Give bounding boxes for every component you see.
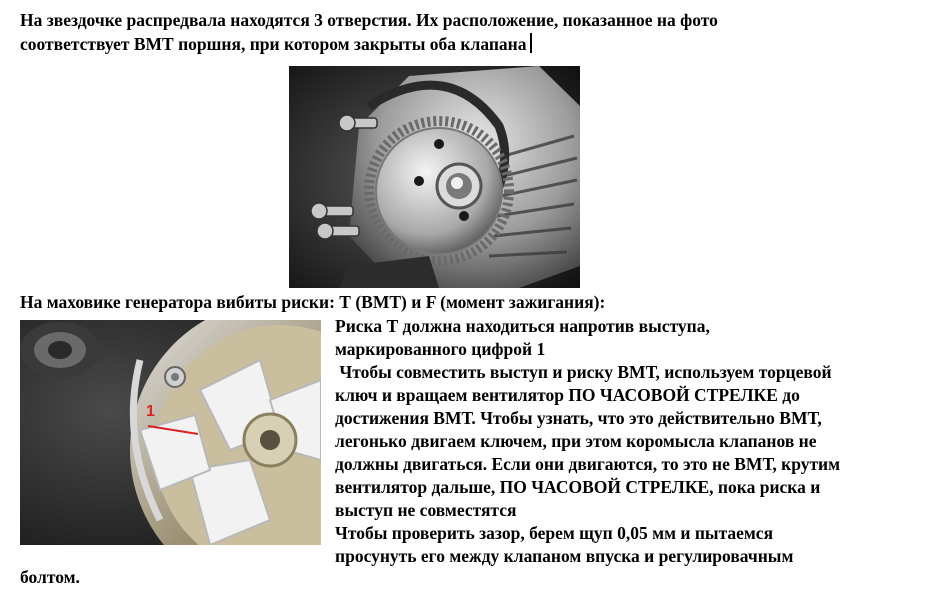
text-cursor (530, 33, 532, 53)
body-line-9: выступ не совместятся (335, 500, 517, 520)
flywheel-mark-photo (20, 320, 321, 545)
flywheel-heading (20, 291, 605, 313)
body-line-6: легонько двигаем ключем, при этом коромысла клапанов не (335, 431, 817, 451)
body-line-3: Чтобы совместить выступ и риску ВМТ, используем торцевой (335, 362, 832, 382)
flywheel-heading-text: На маховике генератора вибиты риски: Т (ВМТ) и F (момент зажигания): (20, 292, 606, 312)
body-line-1: Риска Т должна находиться напротив выступа, (335, 316, 710, 336)
body-line-7: должны двигаться. Если они двигаются, то это не ВМТ, крутим (335, 454, 841, 474)
body-line-2: маркированного цифрой 1 (335, 339, 546, 359)
body-line-8: вентилятор дальше, ПО ЧАСОВОЙ СТРЕЛКЕ, пока риска и (335, 477, 821, 497)
intro-line-2-wrap (20, 33, 532, 55)
final-line: болтом. (20, 567, 80, 587)
camshaft-sprocket-photo (289, 66, 580, 288)
body-line-4: ключ и вращаем вентилятор ПО ЧАСОВОЙ СТРЕЛКЕ до (335, 385, 800, 405)
body-line-11: просунуть его между клапаном впуска и регулировачным (335, 546, 794, 566)
body-line-5: достижения ВМТ. Чтобы узнать, что это действительно ВМТ, (335, 408, 822, 428)
body-line-10: Чтобы проверить зазор, берем щуп 0,05 мм и пытаемся (335, 523, 774, 543)
intro-line-1: На звездочке распредвала находятся 3 отверстия. Их расположение, показанное на фото (20, 10, 718, 30)
intro-line-2: соответствует ВМТ поршня, при котором закрыты оба клапана (20, 34, 527, 54)
mark-label: 1 (146, 403, 155, 420)
